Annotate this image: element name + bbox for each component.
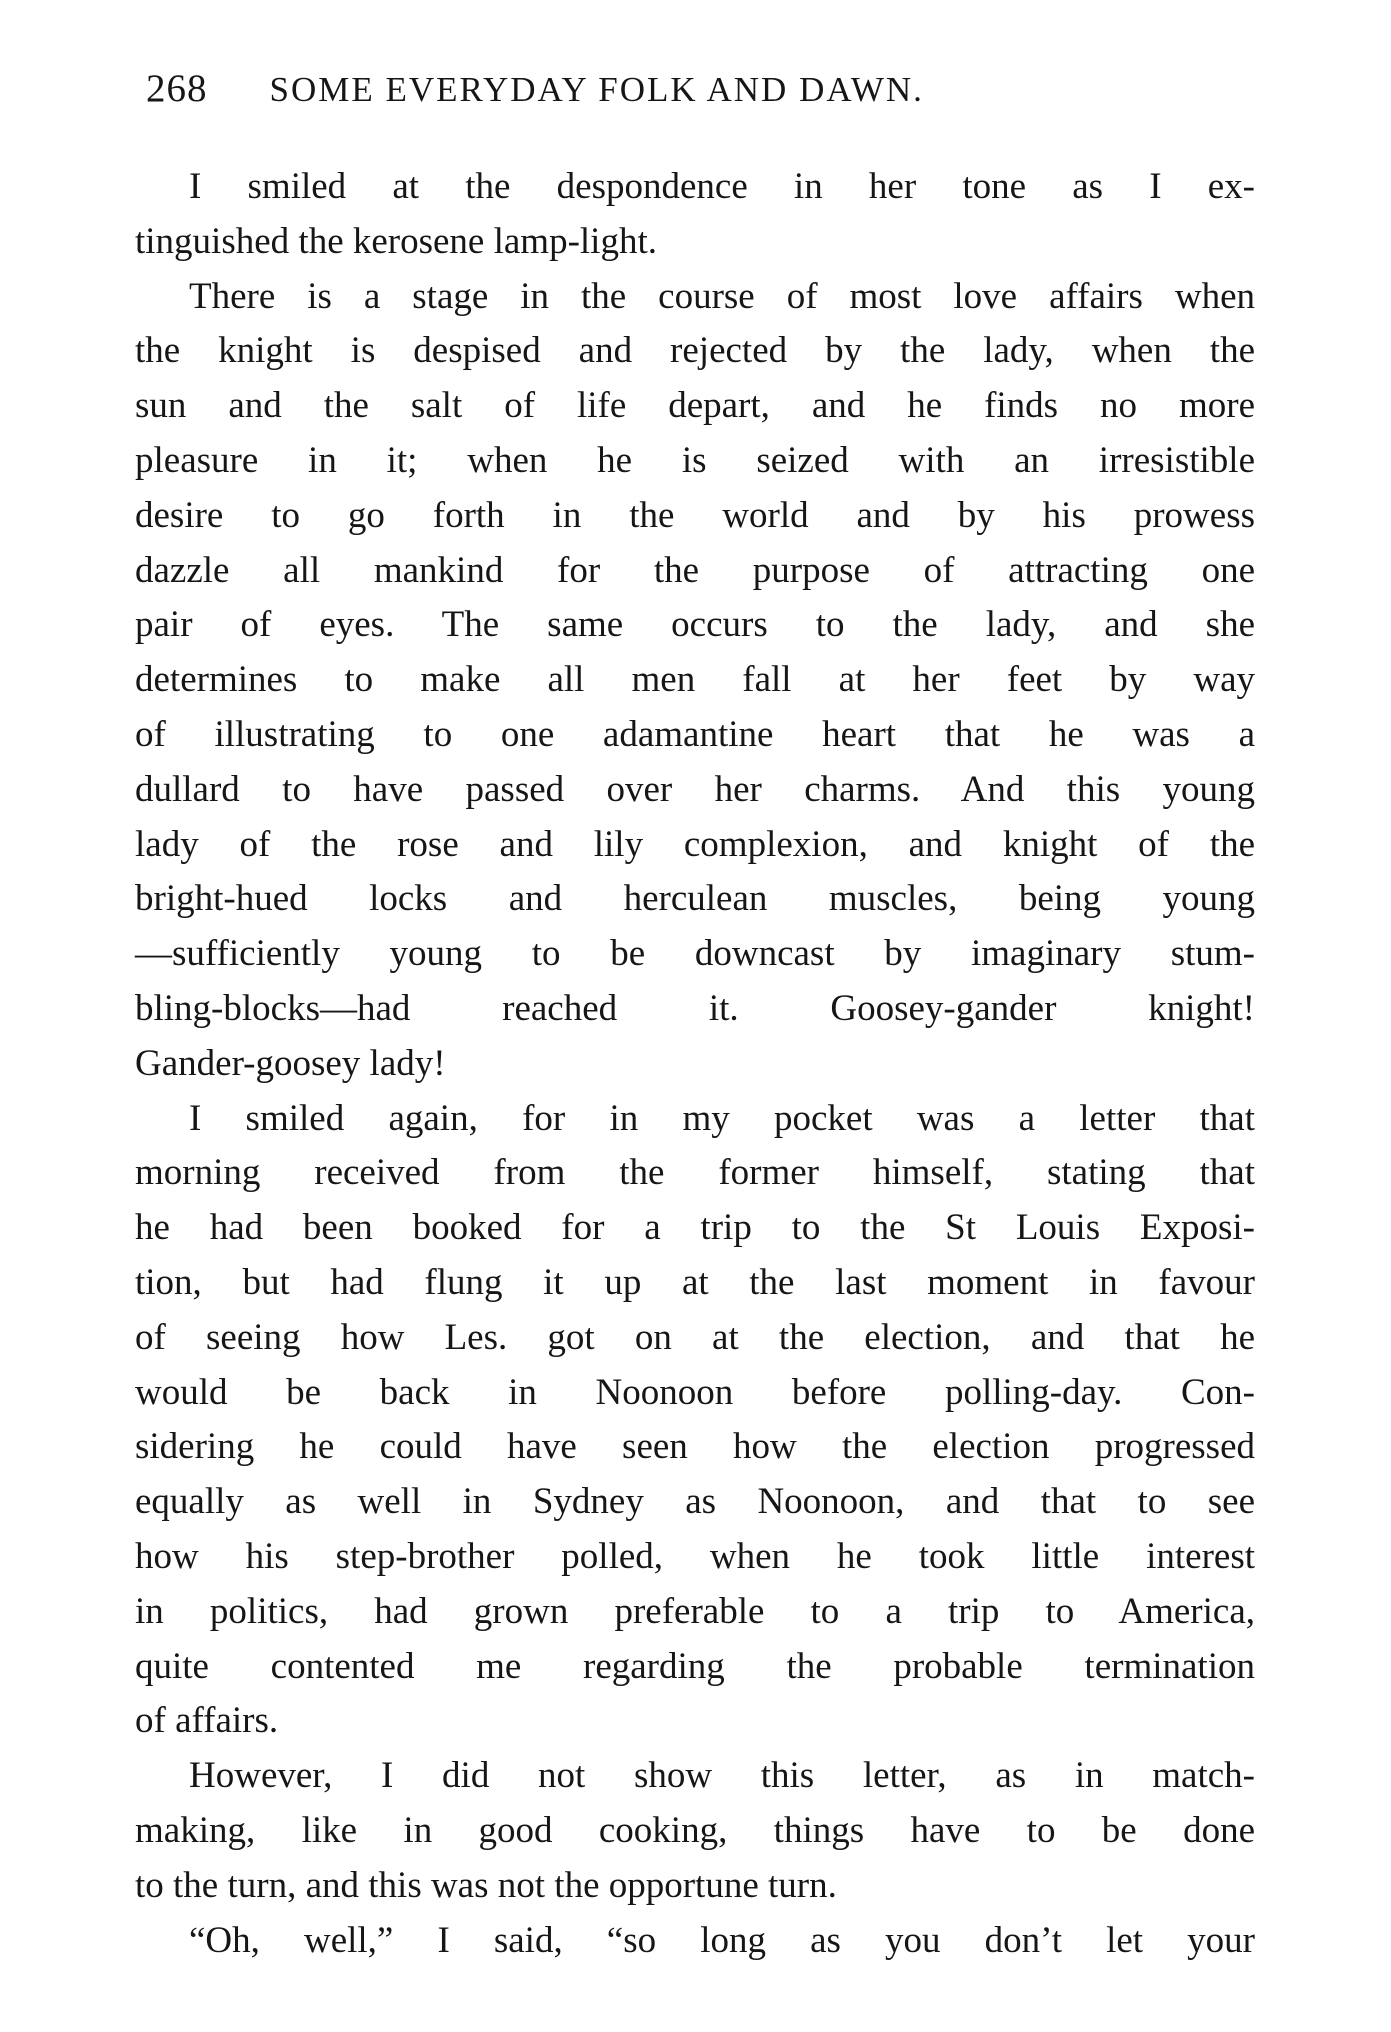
text-line: “Oh, well,” I said, “so long as you don’t let your (189, 1919, 1255, 1961)
text-line: Gander-goosey lady! (135, 1042, 446, 1084)
text-line: sidering he could have seen how the election progressed (135, 1426, 1255, 1468)
text-line: —sufficiently young to be downcast by imaginary stum- (135, 933, 1255, 975)
running-head (146, 66, 1256, 116)
text-line: bright-hued locks and herculean muscles, being young (135, 878, 1255, 920)
text-line: desire to go forth in the world and by his prowess (135, 494, 1255, 536)
text-line: pair of eyes. The same occurs to the lady, and she (135, 604, 1255, 646)
text-line: dullard to have passed over her charms. And this young (135, 768, 1255, 810)
text-line: morning received from the former himself, stating that (135, 1152, 1255, 1194)
text-line: of affairs. (135, 1700, 279, 1742)
text-line: to the turn, and this was not the opportune turn. (135, 1864, 837, 1906)
text-line: he had been booked for a trip to the St Louis Exposi- (135, 1207, 1255, 1249)
text-line: of seeing how Les. got on at the election, and that he (135, 1316, 1255, 1358)
page-number: 268 (146, 67, 208, 110)
text-line: the knight is despised and rejected by the lady, when the (135, 330, 1255, 372)
text-line: However, I did not show this letter, as in match- (189, 1755, 1255, 1797)
text-line: pleasure in it; when he is seized with an irresistible (135, 439, 1255, 481)
text-line: determines to make all men fall at her feet by way (135, 659, 1255, 701)
text-line: of illustrating to one adamantine heart that he was a (135, 713, 1255, 755)
text-line: would be back in Noonoon before polling-day. Con- (135, 1371, 1255, 1413)
text-line: how his step-brother polled, when he took little interest (135, 1535, 1255, 1577)
text-line: in politics, had grown preferable to a trip to America, (135, 1590, 1255, 1632)
text-line: quite contented me regarding the probable termination (135, 1645, 1255, 1687)
running-title: SOME EVERYDAY FOLK AND DAWN. (269, 70, 924, 109)
text-line: sun and the salt of life depart, and he finds no more (135, 385, 1255, 427)
body-text (135, 160, 1255, 1968)
text-line: tinguished the kerosene lamp-light. (135, 220, 657, 262)
text-line: lady of the rose and lily complexion, and knight of the (135, 823, 1255, 865)
text-line: bling-blocks—had reached it. Goosey-gander knight! (135, 987, 1255, 1029)
text-line: I smiled again, for in my pocket was a letter that (189, 1097, 1255, 1139)
text-line: I smiled at the despondence in her tone as I ex- (189, 166, 1255, 207)
text-line: tion, but had flung it up at the last moment in favour (135, 1261, 1255, 1303)
text-line: There is a stage in the course of most love affairs when (189, 275, 1255, 317)
text-line: making, like in good cooking, things have to be done (135, 1809, 1255, 1851)
text-line: equally as well in Sydney as Noonoon, and that to see (135, 1481, 1255, 1523)
text-line: dazzle all mankind for the purpose of attracting one (135, 549, 1255, 591)
